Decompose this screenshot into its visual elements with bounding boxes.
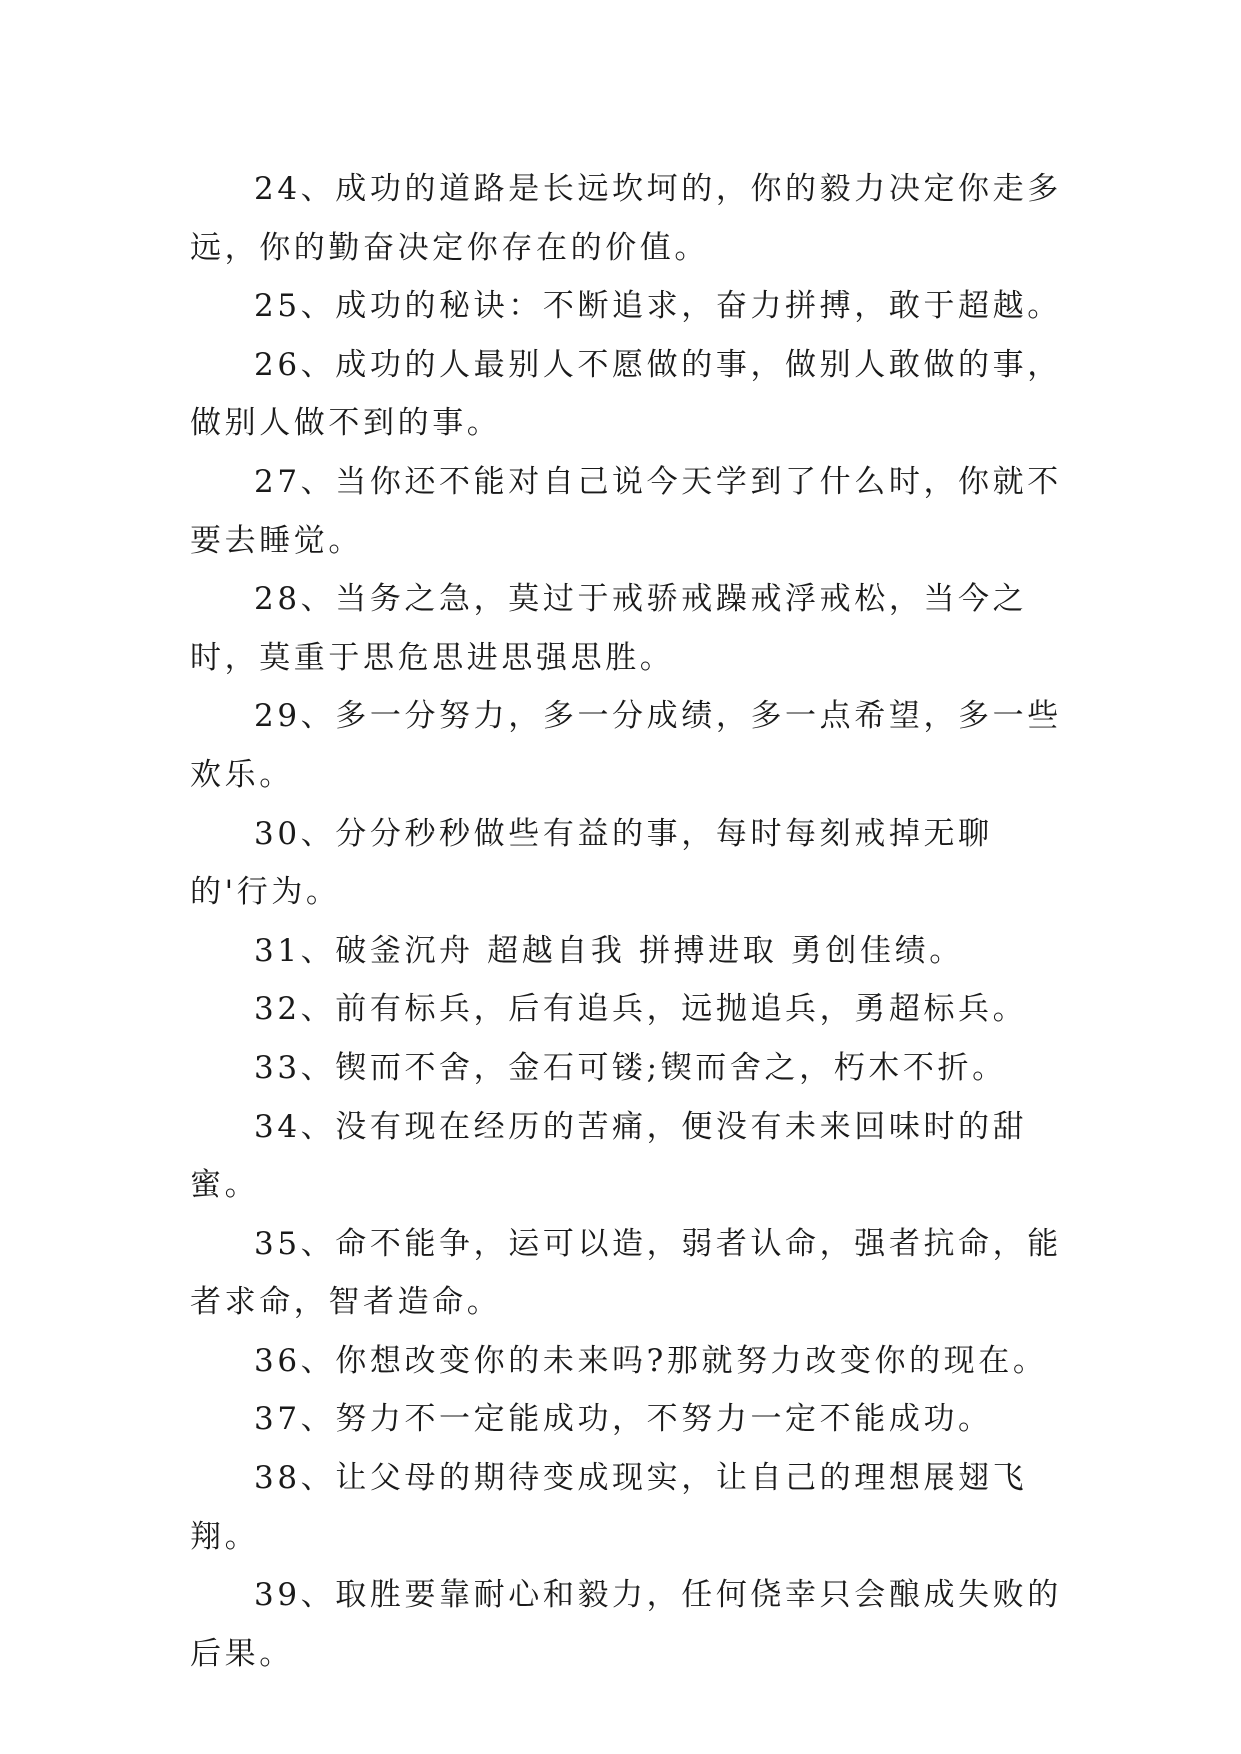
paragraph-30: 30、分分秒秒做些有益的事，每时每刻戒掉无聊的'行为。 [190, 815, 993, 911]
paragraph-38: 38、让父母的期待变成现实，让自己的理想展翅飞翔。 [190, 1460, 1028, 1555]
document-body [190, 160, 1070, 1683]
paragraph-34: 34、没有现在经历的苦痛，便没有未来回味时的甜蜜。 [190, 1108, 1028, 1204]
paragraph-37: 37、努力不一定能成功，不努力一定不能成功。 [254, 1401, 993, 1438]
paragraph-28: 28、当务之急，莫过于戒骄戒躁戒浮戒松，当今之时，莫重于思危思进思强思胜。 [190, 581, 1028, 676]
paragraph-26: 26、成功的人最别人不愿做的事，做别人敢做的事，做别人做不到的事。 [190, 346, 1062, 442]
paragraph-27: 27、当你还不能对自己说今天学到了什么时，你就不要去睡觉。 [190, 463, 1062, 559]
paragraph-24: 24、成功的道路是长远坎坷的，你的毅力决定你走多远，你的勤奋决定你存在的价值。 [190, 171, 1062, 266]
paragraph-36: 36、你想改变你的未来吗?那就努力改变你的现在。 [254, 1342, 1048, 1379]
paragraph-31: 31、破釜沉舟 超越自我 拼搏进取 勇创佳绩。 [254, 932, 964, 969]
paragraph-35: 35、命不能争，运可以造，弱者认命，强者抗命，能者求命，智者造命。 [190, 1225, 1062, 1321]
paragraph-25: 25、成功的秘诀：不断追求，奋力拼搏，敢于超越。 [254, 288, 1062, 325]
paragraph-29: 29、多一分努力，多一分成绩，多一点希望，多一些欢乐。 [190, 698, 1062, 793]
paragraph-39: 39、取胜要靠耐心和毅力，任何侥幸只会酿成失败的后果。 [190, 1577, 1062, 1672]
paragraph-32: 32、前有标兵，后有追兵，远抛追兵，勇超标兵。 [254, 991, 1028, 1028]
paragraph-33: 33、锲而不舍，金石可镂;锲而舍之，朽木不折。 [254, 1049, 1007, 1086]
